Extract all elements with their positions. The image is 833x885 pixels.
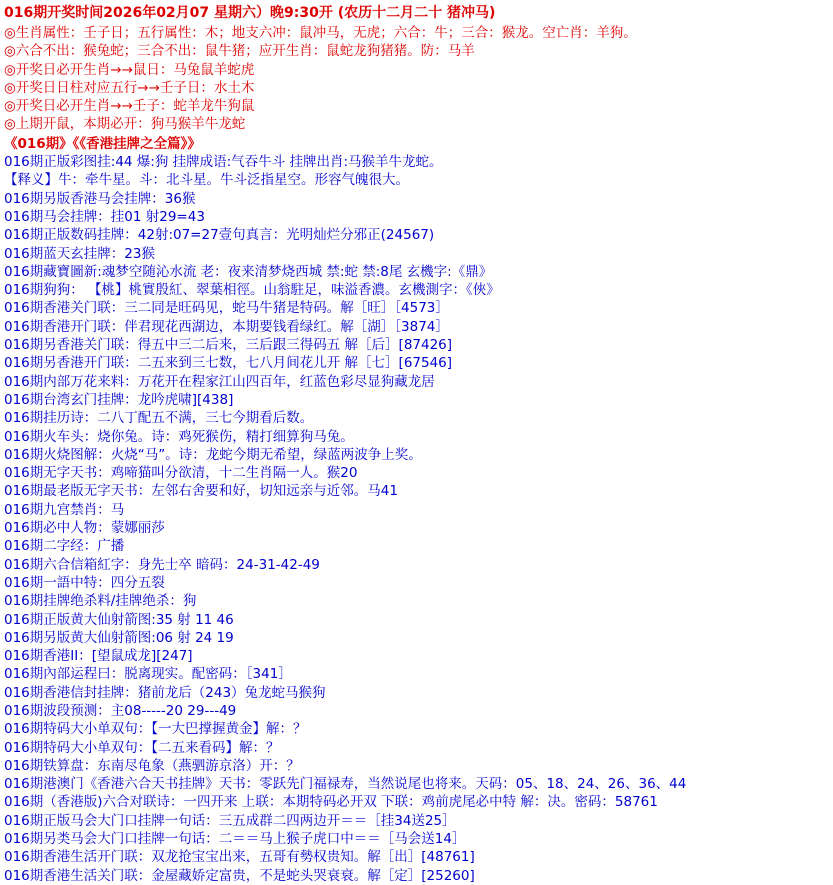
content-line: 016期波段预测：主08-----20 29---49 bbox=[4, 702, 237, 719]
zodiac-line: ◎开奖日日柱对应五行→→壬子日：水土木 bbox=[4, 79, 255, 96]
zodiac-line: ◎上期开鼠，本期必开：狗马猴羊牛龙蛇 bbox=[4, 116, 246, 133]
content-line: 016期正版数码挂牌：42射:07=27壹句真言：光明灿烂分邪正(24567) bbox=[4, 227, 435, 244]
content-line: 016期正版马会大门口挂牌一句话：三五成群二四两边开＝＝［挂34送25］ bbox=[4, 812, 456, 829]
content-line: 016期另版香港马会挂牌：36猴 bbox=[4, 190, 196, 207]
content-line: 016期另香港开门联：二五来到三七数，七八月间花儿开 解［七］[67546] bbox=[4, 355, 453, 372]
content-line: 016期挂历诗：二八丁配五不满，三七今期看后数。 bbox=[4, 410, 314, 427]
section-title: 《016期》《《香港挂牌之全篇》》 bbox=[4, 135, 201, 152]
content-line: 016期正版彩图挂:44 爆:狗 挂牌成语:气吞牛斗 挂牌出肖:马猴羊牛龙蛇。 bbox=[4, 154, 443, 171]
content-line: 016期另类马会大门口挂牌一句话：二＝＝马上猴子虎口中＝＝［马会送14］ bbox=[4, 831, 466, 848]
content-line: 016期香港II：[望鼠成龙][247] bbox=[4, 648, 193, 665]
content-line: 016期台湾玄门挂牌：龙吟虎啸][438] bbox=[4, 391, 234, 408]
content-line: 016期九宫禁肖：马 bbox=[4, 501, 125, 518]
content-line: 016期火车头：烧你兔。诗：鸡死猴伤，精打细算狗马兔。 bbox=[4, 428, 354, 445]
content-line: 016期（香港版)六合对联诗：一四开来 上联：本期特码必开双 下联：鸡前虎尾必中特 解：决。密码：58761 bbox=[4, 794, 658, 811]
content-line: 016期香港生活开门联：双龙抢宝宝出来，五哥有勢权贵知。解［出］[48761] bbox=[4, 849, 475, 866]
content-line: 016期二字经：广播 bbox=[4, 538, 125, 555]
content-line: 016期铁算盘：东南尽龟象（燕驷游京洛）开：？ bbox=[4, 757, 300, 774]
content-line: 016期內部运程曰：脱离现实。配密码：［341］ bbox=[4, 666, 292, 683]
zodiac-block bbox=[4, 24, 829, 134]
content-line: 016期最老版无字天书：左邻右舍要和好，切知远亲与近邻。马41 bbox=[4, 483, 398, 500]
content-line: 【释义】牛：牵牛星。斗：北斗星。牛斗泛指星空。形容气魄很大。 bbox=[4, 172, 409, 189]
content-line: 016期必中人物：蒙娜丽莎 bbox=[4, 520, 165, 537]
content-line: 016期一語中特：四分五裂 bbox=[4, 574, 165, 591]
zodiac-line: ◎开奖日必开生肖→→鼠日：马兔鼠羊蛇虎 bbox=[4, 61, 255, 78]
content-line: 016期六合信箱紅字：身先士卒 暗码：24-31-42-49 bbox=[4, 556, 320, 573]
content-line: 016期香港关门联：三二同是旺码见，蛇马牛猪是特码。解［旺］［4573］ bbox=[4, 300, 449, 317]
content-line: 016期无字天书：鸡啼猫叫分欲清，十二生肖隔一人。猴20 bbox=[4, 465, 358, 482]
content-line: 016期另香港关门联：得五中三二后来，三后跟三得码五 解［后］[87426] bbox=[4, 337, 453, 354]
content-line: 016期藏寶圖新:魂梦空随沁水流 老：夜来清梦烧西城 禁:蛇 禁:8尾 玄機字:《鼎》 bbox=[4, 263, 493, 280]
content-line: 016期特码大小单双句：【二五来看码】解：？ bbox=[4, 739, 280, 756]
content-line: 016期蓝天玄挂牌：23猴 bbox=[4, 245, 155, 262]
content-line: 016期马会挂牌：挂01 射29=43 bbox=[4, 208, 205, 225]
content-line: 016期香港开门联：伴君现花西湖边，本期要钱看绿红。解［湖］［3874］ bbox=[4, 318, 449, 335]
content-line: 016期内部万花来料：万花开在程家江山四百年，红蓝色彩尽显狗藏龙居 bbox=[4, 373, 435, 390]
content-line: 016期正版黄大仙射箭图:35 射 11 46 bbox=[4, 611, 234, 628]
content-line: 016期挂牌绝杀料/挂牌绝杀：狗 bbox=[4, 593, 197, 610]
content-line: 016期另版黄大仙射箭图:06 射 24 19 bbox=[4, 629, 234, 646]
content-line: 016期火烧图解：火烧“马”。诗：龙蛇今期无希望，绿蓝两波争上奖。 bbox=[4, 446, 422, 463]
content-line: 016期香港信封挂牌：猪前龙后（243）兔龙蛇马猴狗 bbox=[4, 684, 326, 701]
content-line: 016期狗狗： 【桃】桃實殷紅、翠葉相徑。山翁駐足，味溢香濃。玄機測字：《俠》 bbox=[4, 282, 500, 299]
body-block bbox=[4, 153, 829, 885]
content-line: 016期香港生活关门联：金屋藏娇定富贵，不是蛇头哭衰衰。解［定］[25260] bbox=[4, 867, 475, 884]
content-line: 016期特码大小单双句：【一大巴撑握黄金】解：？ bbox=[4, 721, 307, 738]
content-line: 016期港澳门《香港六合天书挂牌》天书：零跃先门福禄寿，当然说尾也将来。天码：05、18、24、26、36、44 bbox=[4, 776, 687, 793]
zodiac-line: ◎六合不出：猴兔蛇；三合不出：鼠牛猪；应开生肖：鼠蛇龙狗猪猪。防：马羊 bbox=[4, 43, 475, 60]
zodiac-line: ◎开奖日必开生肖→→壬子：蛇羊龙牛狗鼠 bbox=[4, 98, 255, 115]
page-title: 016期开奖时间2026年02月07 星期六）晚9:30开 (农历十二月二十 猪冲马) bbox=[4, 5, 496, 21]
zodiac-line: ◎生肖属性：壬子日；五行属性：木；地支六冲：鼠冲马，无虎；六合：牛；三合：猴龙。空亡肖：羊狗。 bbox=[4, 25, 637, 41]
